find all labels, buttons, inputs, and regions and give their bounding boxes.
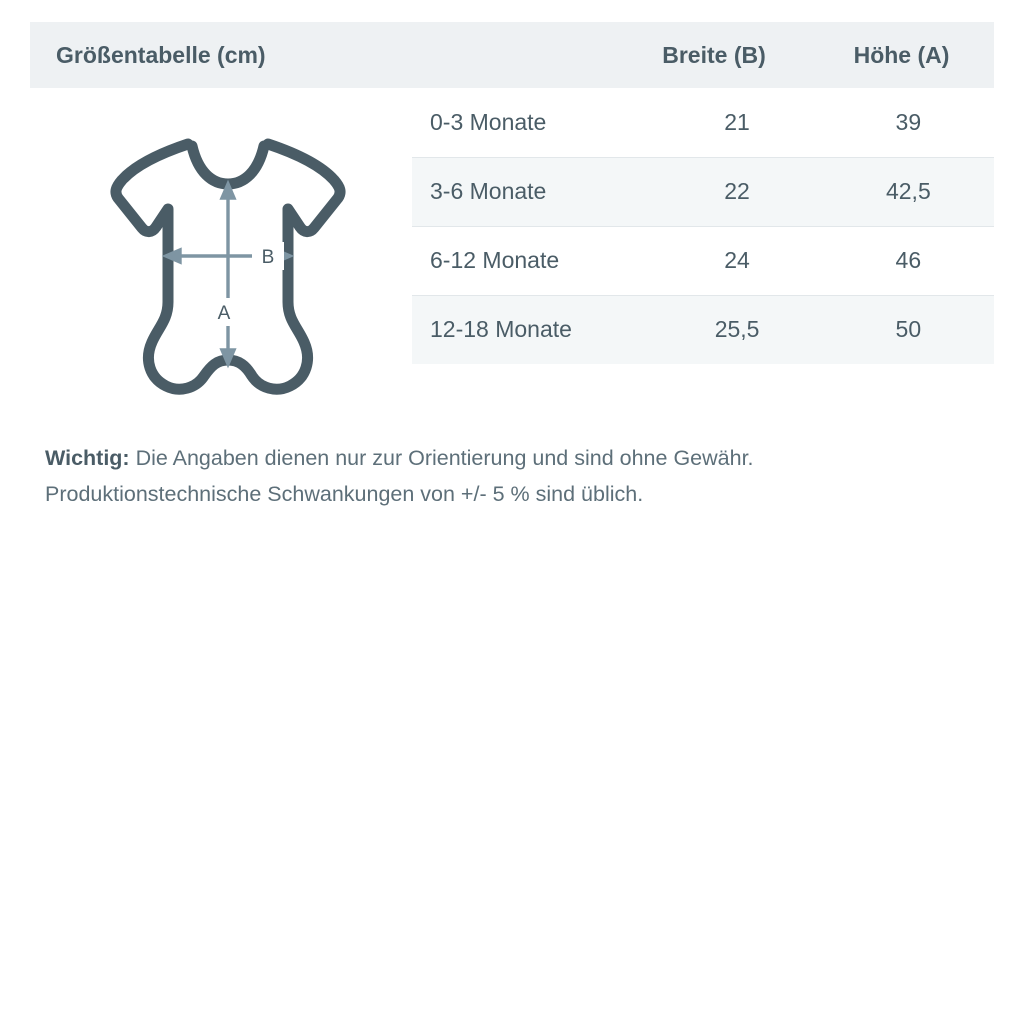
cell-height: 50 xyxy=(823,295,994,364)
cell-width: 25,5 xyxy=(651,295,822,364)
table-row xyxy=(412,295,994,364)
cell-size: 12-18 Monate xyxy=(412,295,651,364)
table-row xyxy=(412,226,994,295)
page-title: Größentabelle (cm) xyxy=(56,41,266,68)
disclaimer-note xyxy=(45,440,985,512)
chart-content xyxy=(30,88,994,408)
table-header-row xyxy=(30,22,994,88)
label-width: B xyxy=(261,247,275,268)
cell-width: 24 xyxy=(651,226,822,295)
baby-bodysuit-diagram xyxy=(80,106,390,396)
table-row xyxy=(412,157,994,226)
column-header-width: Breite (B) xyxy=(662,41,766,68)
cell-size: 3-6 Monate xyxy=(412,157,651,226)
cell-size: 6-12 Monate xyxy=(412,226,651,295)
disclaimer-line-1: Die Angaben dienen nur zur Orientierung und sind ohne Gewähr. xyxy=(129,446,754,470)
table-row xyxy=(412,88,994,157)
label-height: A xyxy=(217,303,231,324)
disclaimer-line-2: Produktionstechnische Schwankungen von +/- 5 % sind üblich. xyxy=(45,482,644,506)
cell-width: 21 xyxy=(651,88,822,157)
disclaimer-lead: Wichtig: xyxy=(45,446,130,470)
cell-height: 46 xyxy=(823,226,994,295)
cell-height: 39 xyxy=(823,88,994,157)
size-table xyxy=(412,88,994,364)
cell-width: 22 xyxy=(651,157,822,226)
cell-size: 0-3 Monate xyxy=(412,88,651,157)
column-header-height: Höhe (A) xyxy=(853,41,950,68)
cell-height: 42,5 xyxy=(823,157,994,226)
